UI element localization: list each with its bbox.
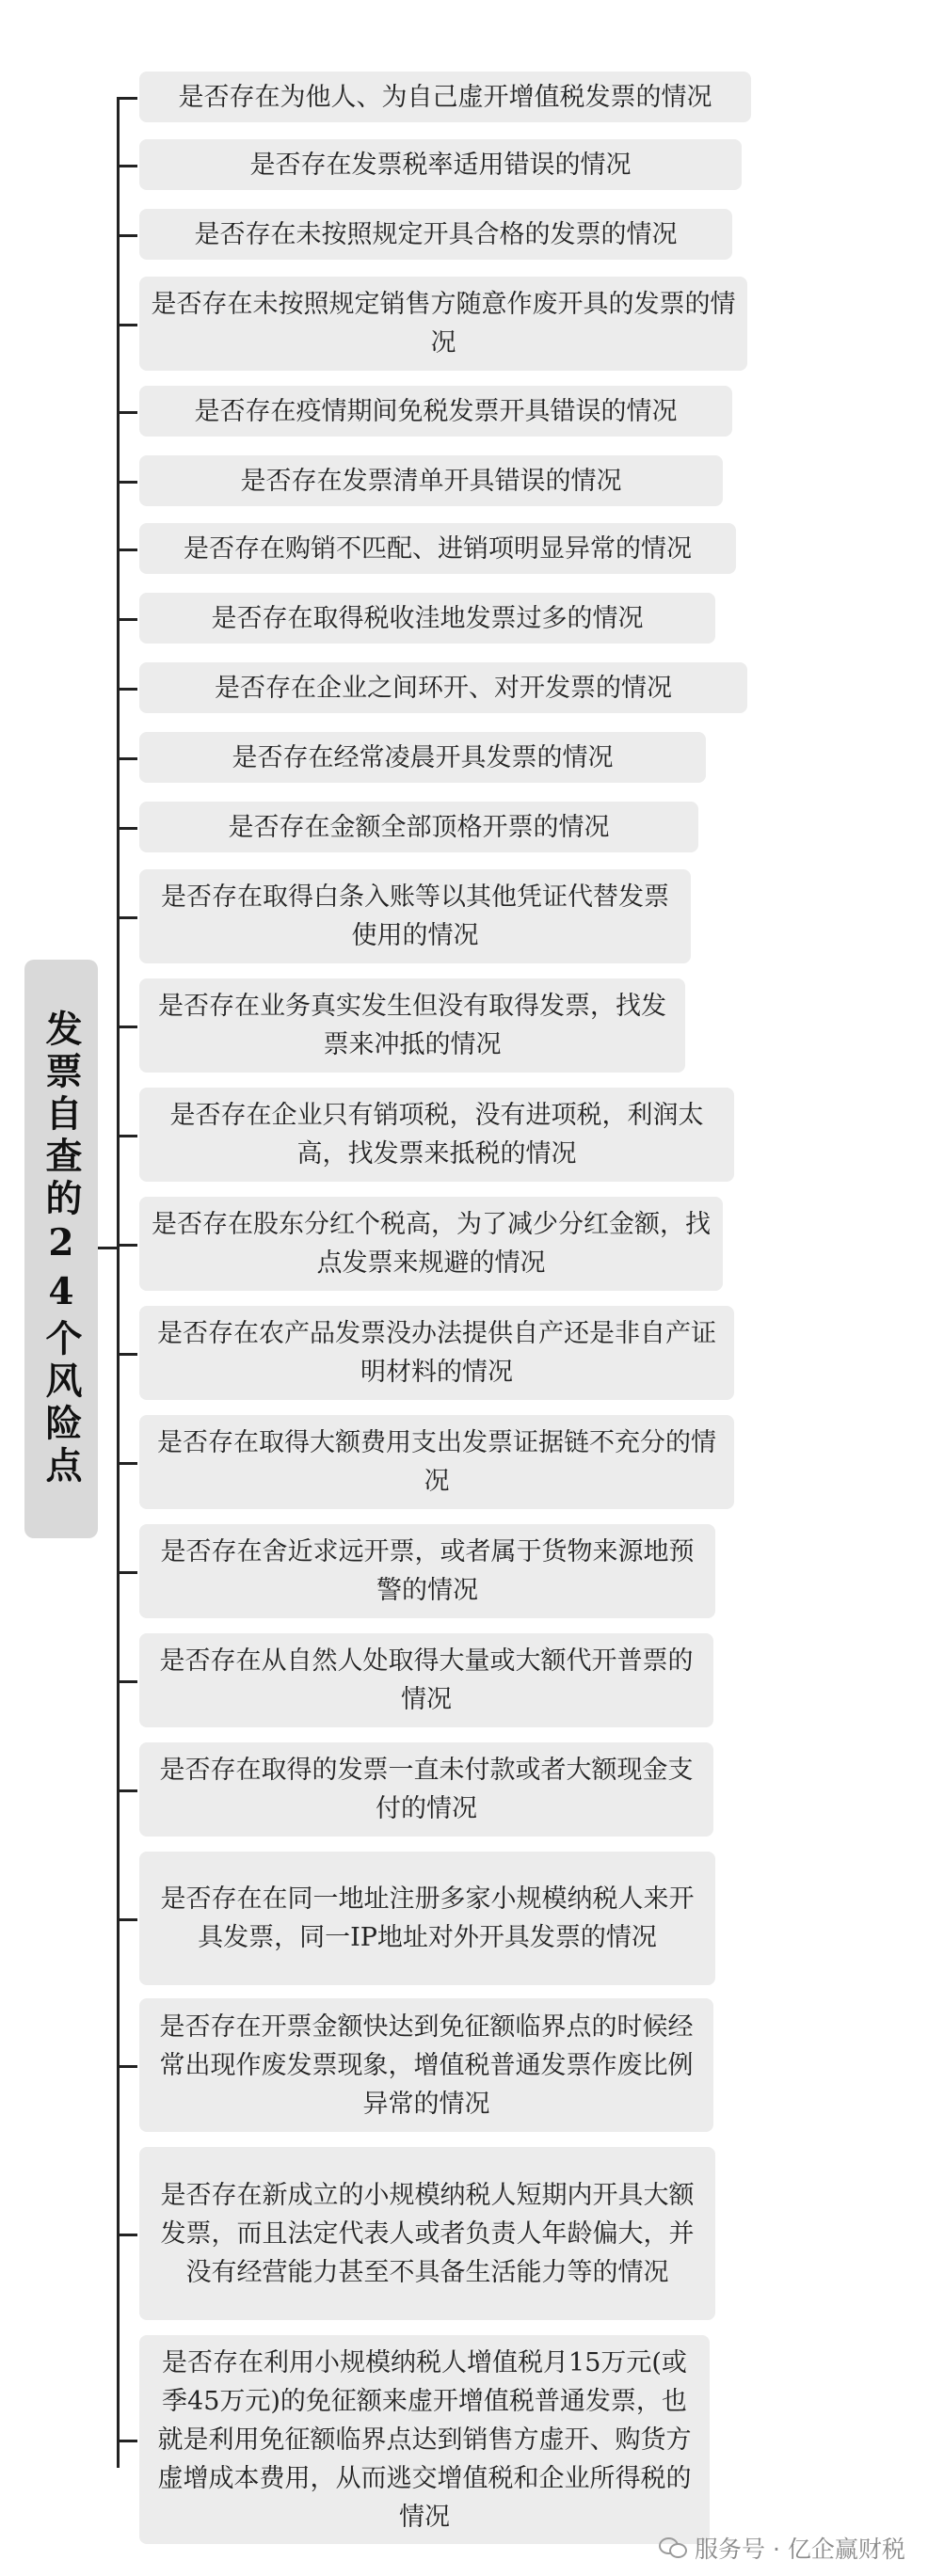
risk-item-5 — [139, 386, 732, 437]
risk-item-text: 是否存在舍近求远开票，或者属于货物来源地预警的情况 — [160, 1537, 695, 1605]
risk-item-12 — [139, 869, 691, 963]
risk-item-19 — [139, 1633, 713, 1727]
risk-item-text: 是否存在取得的发票一直未付款或者大额现金支付的情况 — [159, 1756, 694, 1823]
branch-line — [117, 1789, 137, 1792]
risk-item-9 — [139, 662, 747, 713]
risk-item-text: 是否存在业务真实发生但没有取得发票，找发票来冲抵的情况 — [158, 992, 666, 1059]
risk-item-18 — [139, 1524, 715, 1618]
watermark-text: 服务号 · 亿企赢财税 — [695, 2536, 905, 2563]
branch-line — [117, 411, 137, 414]
risk-item-text: 是否存在新成立的小规模纳税人短期内开具大额发票，而且法定代表人或者负责人年龄偏大，并没有经营能力甚至不具备生活能力等的情况 — [160, 2180, 695, 2287]
risk-item-text: 是否存在利用小规模纳税人增值税月15万元(或季45万元)的免征额来虚开增值税普通发票，也就是利用免征额临界点达到销售方虚开、购货方虚增成本费用，从而逃交增值税和企业所得税的情况 — [157, 2347, 692, 2532]
branch-line — [117, 1135, 137, 1137]
risk-item-24 — [139, 2335, 710, 2544]
risk-item-17 — [139, 1415, 734, 1509]
risk-item-text: 是否存在股东分红个税高，为了减少分红金额，找点发票来规避的情况 — [152, 1210, 711, 1278]
risk-item-20 — [139, 1742, 713, 1837]
risk-item-4 — [139, 277, 747, 371]
risk-item-text: 是否存在未按照规定销售方随意作废开具的发票的情况 — [151, 290, 736, 358]
branch-line — [117, 481, 137, 484]
branch-line — [117, 618, 137, 621]
branch-line — [117, 2440, 137, 2442]
risk-item-text: 是否存在企业之间环开、对开发票的情况 — [215, 673, 672, 703]
risk-item-text: 是否存在发票清单开具错误的情况 — [240, 466, 622, 496]
branch-line — [117, 165, 137, 167]
risk-item-text: 是否存在企业只有销项税，没有进项税，利润太高，找发票来抵税的情况 — [169, 1101, 704, 1169]
risk-item-text: 是否存在在同一地址注册多家小规模纳税人来开具发票，同一IP地址对外开具发票的情况 — [160, 1884, 695, 1952]
branch-line — [117, 1680, 137, 1683]
risk-item-text: 是否存在取得大额费用支出发票证据链不充分的情况 — [157, 1428, 716, 1496]
branch-line — [117, 1462, 137, 1465]
branch-line — [117, 324, 137, 326]
risk-item-2 — [139, 139, 742, 190]
risk-item-text: 是否存在取得税收洼地发票过多的情况 — [211, 603, 644, 633]
root-title: 发票自查的24个风险点 — [40, 1010, 83, 1488]
risk-item-10 — [139, 732, 706, 783]
risk-item-22 — [139, 1998, 713, 2132]
risk-item-text: 是否存在从自然人处取得大量或大额代开普票的情况 — [159, 1646, 694, 1714]
risk-item-text: 是否存在购销不匹配、进销项明显异常的情况 — [184, 533, 692, 564]
risk-item-21 — [139, 1852, 715, 1985]
branch-line — [117, 97, 137, 100]
risk-item-text: 是否存在开票金额快达到免征额临界点的时候经常出现作废发票现象，增值税普通发票作废比例异常的情况 — [159, 2012, 694, 2119]
risk-item-6 — [139, 455, 723, 506]
branch-line — [117, 2065, 137, 2068]
risk-item-7 — [139, 523, 736, 574]
risk-item-text: 是否存在金额全部顶格开票的情况 — [228, 812, 610, 842]
root-connector — [98, 1247, 119, 1249]
risk-item-text: 是否存在未按照规定开具合格的发票的情况 — [194, 219, 678, 249]
risk-item-14 — [139, 1088, 734, 1182]
risk-item-8 — [139, 593, 715, 644]
risk-item-23 — [139, 2147, 715, 2320]
branch-line — [117, 827, 137, 830]
risk-item-text: 是否存在经常凌晨开具发票的情况 — [232, 742, 614, 772]
risk-item-text: 是否存在农产品发票没办法提供自产还是非自产证明材料的情况 — [157, 1319, 716, 1387]
branch-line — [117, 1244, 137, 1247]
wechat-icon — [659, 2537, 687, 2558]
risk-item-3 — [139, 209, 732, 260]
branch-line — [117, 1026, 137, 1028]
root-node — [24, 960, 98, 1538]
risk-item-15 — [139, 1197, 723, 1291]
risk-item-text: 是否存在疫情期间免税发票开具错误的情况 — [194, 396, 678, 426]
risk-item-1 — [139, 72, 751, 122]
risk-item-16 — [139, 1306, 734, 1400]
branch-line — [117, 916, 137, 919]
risk-item-text: 是否存在为他人、为自己虚开增值税发票的情况 — [178, 82, 712, 112]
branch-line — [117, 1571, 137, 1574]
spine-line — [117, 99, 120, 2468]
risk-item-text: 是否存在取得白条入账等以其他凭证代替发票使用的情况 — [161, 883, 669, 950]
branch-line — [117, 688, 137, 691]
watermark — [659, 2531, 905, 2565]
branch-line — [117, 234, 137, 237]
branch-line — [117, 1353, 137, 1356]
risk-item-11 — [139, 802, 698, 852]
branch-line — [117, 2234, 137, 2236]
risk-item-13 — [139, 978, 685, 1073]
branch-line — [117, 757, 137, 760]
branch-line — [117, 1918, 137, 1921]
branch-line — [117, 549, 137, 551]
risk-item-text: 是否存在发票税率适用错误的情况 — [249, 150, 632, 180]
